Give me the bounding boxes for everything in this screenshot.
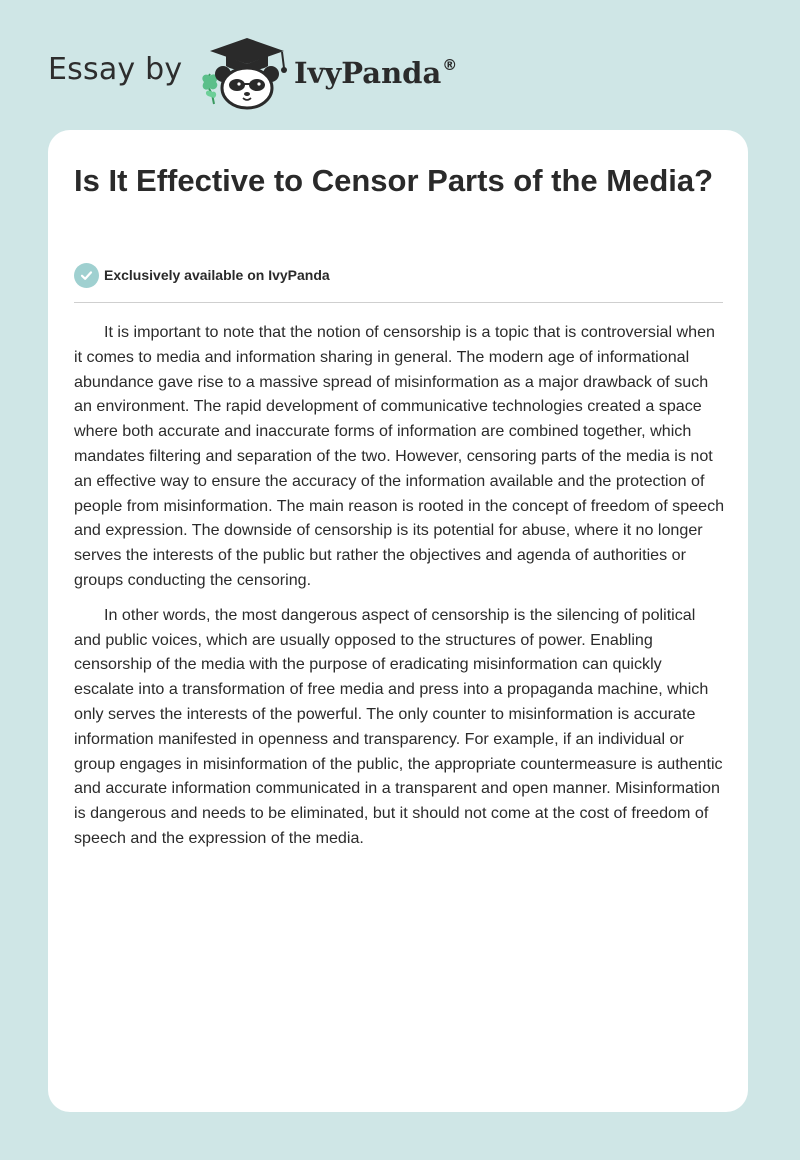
- essay-body: [74, 320, 726, 861]
- exclusive-label: Exclusively available on IvyPanda: [104, 267, 330, 283]
- brand-name: IvyPanda: [294, 56, 442, 90]
- paragraph: It is important to note that the notion of censorship is a topic that is controversial when it comes to media and information sharing in general. The modern age of informational abundance gave rise to a massive spread of misinformation as a major drawback of such an environment. The rapid development of communicative technologies created a space where both accurate and inaccurate forms of information are combined together, which mandates filtering and separation of the two. However, censoring parts of the media is not an effective way to ensure the accuracy of the information available and the protection of people from misinformation. The main reason is rooted in the concept of freedom of speech and expression. The downside of censorship is its potential for abuse, where it no longer serves the interests of the public but rather the objectives and agenda of authorities or groups conducting the censoring.: [74, 323, 725, 589]
- panda-graduate-icon[interactable]: [200, 34, 294, 110]
- brand-logo-text[interactable]: [294, 56, 457, 90]
- check-icon: [74, 263, 99, 288]
- essay-by-label: Essay by: [48, 52, 183, 87]
- essay-card: [48, 130, 748, 1112]
- registered-mark: ®: [442, 56, 458, 75]
- paragraph: In other words, the most dangerous aspect of censorship is the silencing of political and public voices, which are usually opposed to the structures of power. Enabling censorship of the media with the purpose of eradicating misinformation can quickly escalate into a transformation of free media and press into a propaganda machine, which only serves the interests of the powerful. The only counter to misinformation is accurate information manifested in openness and transparency. For example, if an individual or group engages in misinformation of the public, the appropriate countermeasure is authentic and accurate information communicated in a transparent and open manner. Misinformation is dangerous and needs to be eliminated, but it should not come at the cost of freedom of speech and the expression of the media.: [74, 605, 723, 847]
- exclusive-badge: [74, 262, 330, 288]
- divider: [74, 302, 723, 303]
- page-title: Is It Effective to Censor Parts of the Media?: [74, 163, 714, 198]
- ivy-leaf-icon: [202, 74, 217, 104]
- site-header: [48, 34, 488, 110]
